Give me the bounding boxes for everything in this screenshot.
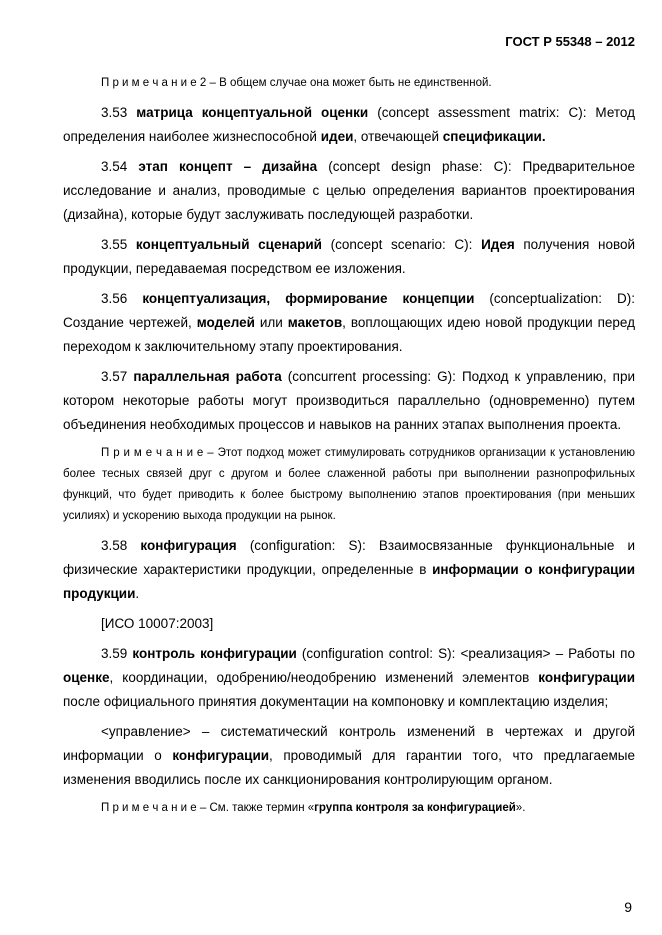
- paragraph: [63, 720, 635, 792]
- text-run: [ИСО 10007:2003]: [101, 616, 214, 631]
- term-emphasis: конфигурация: [140, 538, 237, 553]
- note-paragraph: [63, 73, 635, 94]
- note-paragraph: [63, 798, 635, 819]
- term-emphasis: этап концепт – дизайна: [138, 159, 318, 174]
- document-header: ГОСТ Р 55348 – 2012: [505, 34, 635, 49]
- text-run: 3.59: [101, 646, 133, 661]
- paragraph: [63, 101, 635, 149]
- text-run: 3.58: [101, 538, 141, 553]
- term-emphasis: контроль конфигурации: [132, 646, 297, 661]
- term-emphasis: группа контроля за конфигурацией: [314, 802, 516, 814]
- text-run: 3.53: [101, 105, 137, 120]
- text-run: (configuration control: S): <реализация> – Работы по: [296, 646, 635, 661]
- text-run: ».: [515, 802, 526, 814]
- term-emphasis: идеи: [320, 129, 354, 144]
- paragraph: [63, 155, 635, 227]
- term-emphasis: конфигурации: [538, 670, 635, 685]
- term-emphasis: оценке: [63, 670, 110, 685]
- term-emphasis: конфигурации: [172, 748, 270, 763]
- text-run: <управление> – систематический контроль изменений в чертежах и другой информации о: [63, 724, 635, 763]
- paragraph: [63, 642, 635, 714]
- text-run: (conceptualization: D): Создание чертежей,: [63, 291, 635, 330]
- term-emphasis: матрица концептуальной оценки: [136, 105, 369, 120]
- term-emphasis: макетов: [287, 315, 343, 330]
- paragraph: [63, 287, 635, 359]
- text-run: 3.56: [101, 291, 143, 306]
- paragraph: [63, 233, 635, 281]
- term-emphasis: спецификации.: [442, 129, 546, 144]
- text-run: (concept assessment matrix: C): Метод определения наиболее жизнеспособной: [63, 105, 636, 144]
- note-paragraph: [63, 443, 635, 527]
- text-run: .: [135, 586, 140, 601]
- text-run: , воплощающих идею новой продукции перед переходом к заключительному этапу проектирования.: [63, 315, 635, 354]
- text-run: (concept scenario: C):: [321, 237, 482, 252]
- text-run: 3.57: [101, 369, 134, 384]
- text-run: или: [254, 315, 288, 330]
- text-run: 3.54: [101, 159, 139, 174]
- text-run: (concept design phase: C): Предварительное исследование и анализ, проводимые с целью определения вариантов проектирования (дизайна), которые будут заслуживать последующей разработки.: [63, 159, 636, 222]
- paragraph: [63, 534, 635, 606]
- text-run: П р и м е ч а н и е – См. также термин «: [101, 802, 315, 814]
- term-emphasis: концептуализация, формирование концепции: [142, 291, 475, 306]
- text-run: получения новой продукции, передаваемая посредством ее изложения.: [63, 237, 636, 276]
- paragraph: [63, 365, 635, 437]
- term-emphasis: Идея: [481, 237, 515, 252]
- term-emphasis: информации о конфигурации продукции: [63, 562, 636, 601]
- text-run: (configuration: S): Взаимосвязанные функциональные и физические характеристики продукции, определенные в: [63, 538, 635, 577]
- text-run: после официального принятия документации на компоновку и комплектацию изделия;: [63, 694, 609, 709]
- paragraph: [63, 612, 635, 636]
- document-body: [63, 73, 635, 819]
- page-number: 9: [624, 899, 632, 915]
- term-emphasis: моделей: [196, 315, 255, 330]
- text-run: , отвечающей: [353, 129, 443, 144]
- text-run: , проводимый для гарантии того, что предлагаемые изменения вводились после их санкционирования контролирующим органом.: [63, 748, 635, 787]
- text-run: П р и м е ч а н и е 2 – В общем случае она может быть не единственной.: [101, 77, 492, 89]
- text-run: (concurrent processing: G): Подход к управлению, при котором некоторые работы могут производиться параллельно (одновременно) путем объединения необходимых процессов и навыков на ранних этапах выполнения проекта.: [63, 369, 635, 432]
- text-run: П р и м е ч а н и е – Этот подход может стимулировать сотрудников организации к установлению более тесных связей друг с другом и более слаженной работы при выполнении разнопрофильных функций, что будет приводить к более быстрому выполнению этапов проектирования (при меньших усилиях) и ускорению выхода продукции на рынок.: [63, 447, 635, 522]
- text-run: , координации, одобрению/неодобрению изменений элементов: [109, 670, 539, 685]
- text-run: 3.55: [101, 237, 136, 252]
- term-emphasis: параллельная работа: [133, 369, 282, 384]
- term-emphasis: концептуальный сценарий: [135, 237, 322, 252]
